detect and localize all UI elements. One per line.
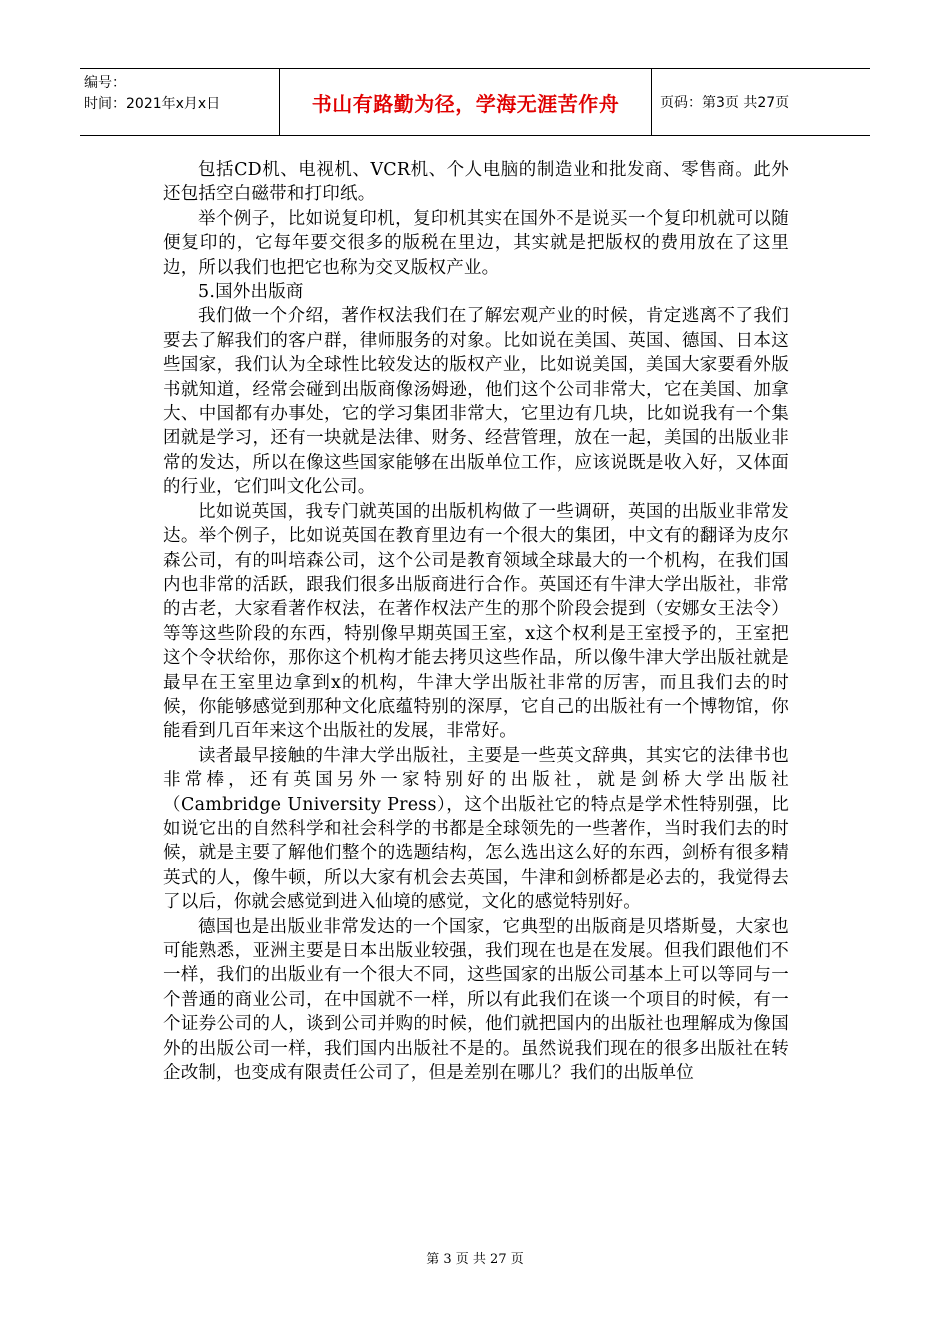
body-paragraph: 我们做一个介绍，著作权法我们在了解宏观产业的时候，肯定逃离不了我们要去了解我们的客户群，律师服务的对象。比如说在美国、英国、德国、日本这些国家，我们认为全球性比较发达的版权产业，比如说美国，美国大家要看外版书就知道，经常会碰到出版商像汤姆逊，他们这个公司非常大，它在美国、加拿大、中国都有办事处，它的学习集团非常大，它里边有几块，比如说我有一个集团就是学习，还有一块就是法律、财务、经营管理，放在一起，美国的出版业非常的发达，所以在像这些国家能够在出版单位工作，应该说既是收入好，又体面的行业，它们叫文化公司。 [163,306,789,498]
header-meta-cell [80,69,280,135]
body-paragraph: 举个例子，比如说复印机，复印机其实在国外不是说买一个复印机就可以随便复印的，它每年要交很多的版税在里边，其实就是把版权的费用放在了这里边，所以我们也把它也称为交叉版权产业。 [163,208,789,278]
document-time-label: 时间：2021年x月x日 [84,96,221,112]
document-body [163,158,789,1085]
body-paragraph: 包括CD机、电视机、VCR机、个人电脑的制造业和批发商、零售商。此外还包括空白磁带和打印纸。 [163,160,789,205]
body-paragraph: 比如说英国，我专门就英国的出版机构做了一些调研，英国的出版业非常发达。举个例子，比如说英国在教育里边有一个很大的集团，中文有的翻译为皮尔森公司，有的叫培森公司，这个公司是教育领域全球最大的一个机构，在我们国内也非常的活跃，跟我们很多出版商进行合作。英国还有牛津大学出版社，非常的古老，大家看著作权法，在著作权法产生的那个阶段会提到（安娜女王法令）等等这些阶段的东西，特别像早期英国王室，x这个权利是王室授予的，王室把这个令状给你，那你这个机构才能去拷贝这些作品，所以像牛津大学出版社就是最早在王室里边拿到x的机构，牛津大学出版社非常的厉害，而且我们去的时候，你能够感觉到那种文化底蕴特别的深厚，它自己的出版社有一个博物馆，你能看到几百年来这个出版社的发展，非常好。 [163,501,789,742]
body-paragraph: 德国也是出版业非常发达的一个国家，它典型的出版商是贝塔斯曼，大家也可能熟悉，亚洲主要是日本出版业较强，我们现在也是在发展。但我们跟他们不一样，我们的出版业有一个很大不同，这些国家的出版公司基本上可以等同与一个普通的商业公司，在中国就不一样，所以有此我们在谈一个项目的时候，有一个证券公司的人，谈到公司并购的时候，他们就把国内的出版社也理解成为像国外的出版公司一样，我们国内出版社不是的。虽然说我们现在的很多出版社在转企改制，也变成有限责任公司了，但是差别在哪儿？我们的出版单位 [163,916,789,1084]
header-motto: 书山有路勤为径，学海无涯苦作舟 [280,69,652,135]
body-paragraph: 读者最早接触的牛津大学出版社，主要是一些英文辞典，其实它的法律书也非常棒，还有英国另外一家特别好的出版社，就是剑桥大学出版社（Cambridge University Press），这个出版社它的特点是学术性特别强，比如说它出的自然科学和社会科学的书都是全球领先的一些著作，当时我们去的时候，就是主要了解他们整个的选题结构，怎么选出这么好的东西，剑桥有很多精英式的人，像牛顿，所以大家有机会去英国，牛津和剑桥都是必去的，我觉得去了以后，你就会感觉到进入仙境的感觉，文化的感觉特别好。 [163,745,789,913]
header-page-info: 页码：第3页 共27页 [660,95,790,111]
page-footer: 第 3 页 共 27 页 [426,1252,524,1267]
section-heading: 5.国外出版商 [198,282,304,303]
document-number-label: 编号： [84,75,126,91]
document-header [80,68,870,136]
